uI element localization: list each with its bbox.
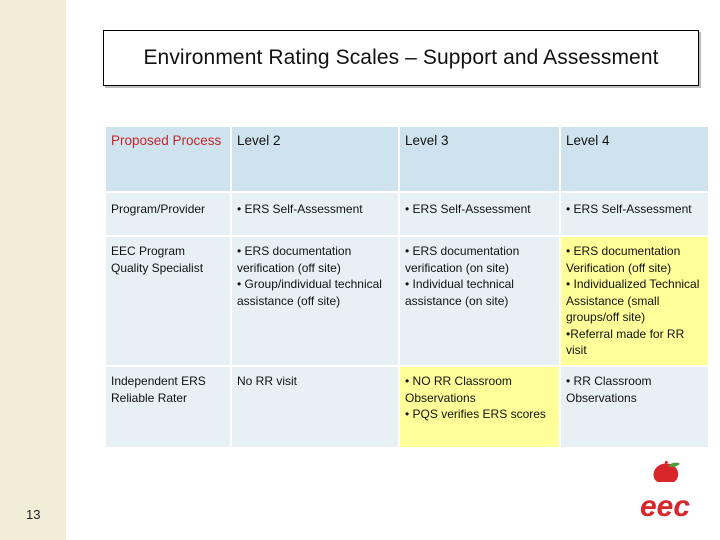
eec-logo xyxy=(634,460,696,526)
header-proposed-process: Proposed Process xyxy=(106,127,230,191)
leaf-icon xyxy=(668,463,680,467)
row-cell-level-2: • ERS documentation verification (off site) • Group/individual technical assistance (off site) xyxy=(232,237,398,365)
row-cell-level-2: • ERS Self-Assessment xyxy=(232,193,398,235)
row-cell-level-4: • ERS documentation Verification (off site) • Individualized Technical Assistance (small groups/off site) •Referral made for RR visit xyxy=(561,237,708,365)
header-level-2: Level 2 xyxy=(232,127,398,191)
row-cell-level-4: • ERS Self-Assessment xyxy=(561,193,708,235)
row-cell-level-2: No RR visit xyxy=(232,367,398,447)
row-cell-level-3: • ERS documentation verification (on site) • Individual technical assistance (on site) xyxy=(400,237,559,365)
row-label: Independent ERS Reliable Rater xyxy=(106,367,230,447)
page-title: Environment Rating Scales – Support and Assessment xyxy=(143,46,659,69)
header-level-4: Level 4 xyxy=(561,127,708,191)
table-row xyxy=(106,237,708,365)
support-assessment-table xyxy=(104,125,710,449)
page-number: 13 xyxy=(26,507,41,522)
header-level-3: Level 3 xyxy=(400,127,559,191)
row-label: Program/Provider xyxy=(106,193,230,235)
logo-text: eec xyxy=(639,490,691,523)
title-box xyxy=(103,30,699,86)
sidebar-divider xyxy=(66,0,68,540)
table-row xyxy=(106,193,708,235)
row-cell-level-3: • NO RR Classroom Observations • PQS verifies ERS scores xyxy=(400,367,559,447)
row-label: EEC Program Quality Specialist xyxy=(106,237,230,365)
row-cell-level-4: • RR Classroom Observations xyxy=(561,367,708,447)
table-header-row xyxy=(106,127,708,191)
table-row xyxy=(106,367,708,447)
row-cell-level-3: • ERS Self-Assessment xyxy=(400,193,559,235)
left-sidebar-band xyxy=(0,0,68,540)
